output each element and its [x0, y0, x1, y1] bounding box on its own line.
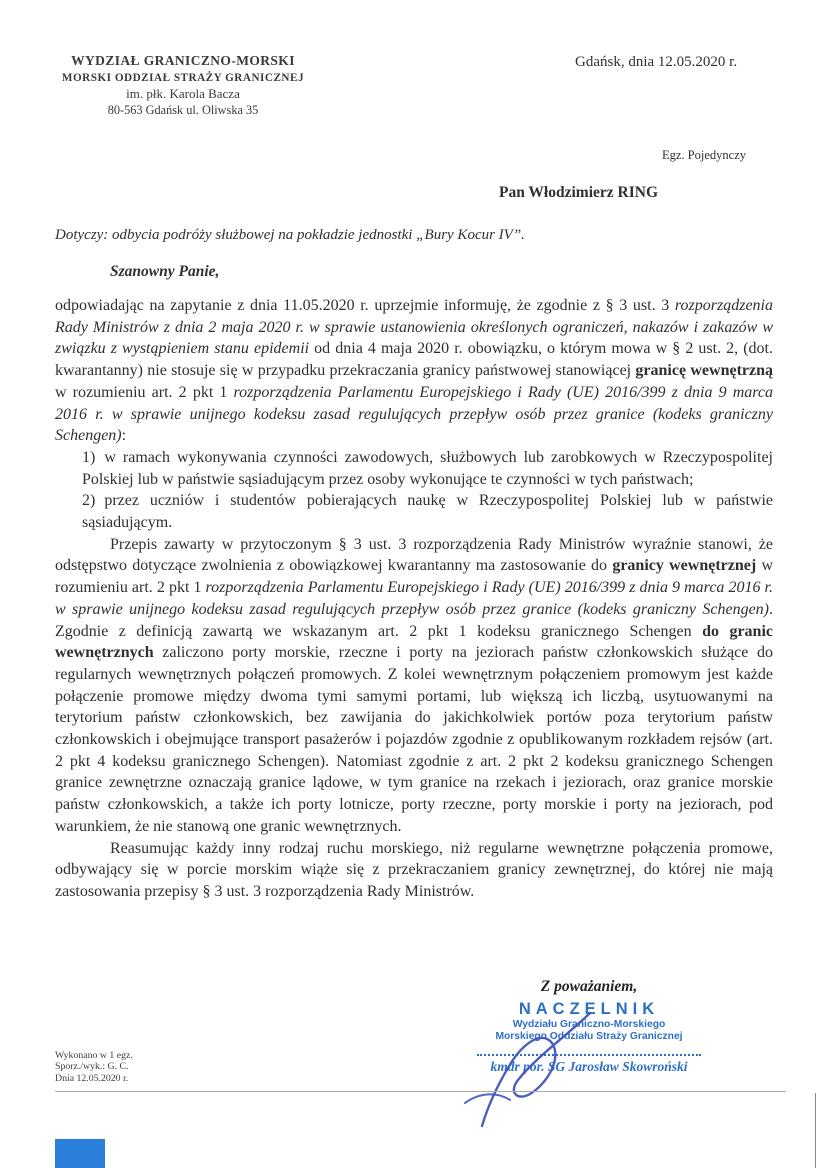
list-item-text: w ramach wykonywania czynności zawodowych, służbowych lub zarobkowych w Rzeczypospolitej Polskiej lub w państwie sąsiadującym przez osoby wykonujące te czynności w tych państwach; [82, 448, 773, 488]
letterhead [57, 53, 309, 118]
copy-note: Egz. Pojedynczy [662, 148, 747, 162]
handwritten-signature [430, 988, 730, 1133]
paragraph-2: Przepis zawarty w przytoczonym § 3 ust. 3 rozporządzenia Rady Ministrów wyraźnie stanowi, że odstępstwo dotyczące zwolnienia z obowiązkowej kwarantanny ma zastosowanie do granicy wewnętrznej w rozumieniu art. 2 pkt 1 rozporządzenia Parlamentu Europejskiego i Rady (UE) 2016/399 z dnia 9 marca 2016 r. w sprawie unijnego kodeksu zasad regulujących przepływ osób przez granice (kodeks graniczny Schengen). Zgodnie z definicją zawartą we wskazanym art. 2 pkt 1 kodeksu granicznego Schengen do granic wewnętrznych zaliczono porty morskie, rzeczne i porty na jeziorach państw członkowskich służące do regularnych wewnętrznych połączeń promowych. Z kolei wewnętrznym połączeniem promowym jest każde połączenie promowe między dwoma tymi samymi portami, lub większą ich liczbą, usytuowanymi na terytorium państw członkowskich, bez zawijania do jakichkolwiek portów poza terytorium państw członkowskich i obejmujące transport pasażerów i pojazdów zgodnie z opublikowanym rozkładem rejsów (art. 2 pkt 4 kodeksu granicznego Schengen). Natomiast zgodnie z art. 2 pkt 2 kodeksu granicznego Schengen granice zewnętrzne oznaczają granice lądowe, w tym granice na rzekach i jeziorach, oraz granice morskie państw członkowskich, a także ich porty lotnicze, porty rzeczne, porty morskie i porty na jeziorach, pod warunkiem, że nie stanową one granic wewnętrznych. [55, 535, 774, 835]
stamp-unit-line-1: Wydziału Graniczno-Morskiego [512, 1019, 666, 1030]
stamp-title: NACZELNIK [518, 1000, 660, 1018]
paragraph-1: odpowiadając na zapytanie z dnia 11.05.2020 r. uprzejmie informuję, że zgodnie z § 3 ust. 3 rozporządzenia Rady Ministrów z dnia 2 maja 2020 r. w sprawie ustanowienia określonych ograniczeń, nakazów i zakazów w związku z wystąpieniem stanu epidemii od dnia 4 maja 2020 r. obowiązku, o którym mowa w § 2 ust. 2, (dot. kwarantanny) nie stosuje się w przypadku przekraczania granicy państwowej stanowiącej granicę wewnętrzną w rozumieniu art. 2 pkt 1 rozporządzenia Parlamentu Europejskiego i Rady (UE) 2016/399 z dnia 9 marca 2016 r. w sprawie unijnego kodeksu zasad regulujących przepływ osób przez granice (kodeks graniczny Schengen): [55, 297, 774, 445]
bottom-divider-line [55, 1091, 786, 1092]
stamp-signer-name: kmdr por. SG Jarosław Skowroński [490, 1059, 688, 1075]
salutation: Szanowny Panie, [110, 263, 220, 280]
footer-line-2: Sporz./wyk.: G. C. [55, 1061, 129, 1073]
list-item-text: przez uczniów i studentów pobierających naukę w Rzeczypospolitej Polskiej lub w państwie sąsiadującym. [82, 492, 773, 532]
dateline: Gdańsk, dnia 12.05.2020 r. [575, 54, 738, 70]
list-item [82, 447, 773, 490]
letterhead-unit: MORSKI ODDZIAŁ STRAŻY GRANICZNEJ [61, 72, 305, 84]
list-item-number: 1) [82, 448, 96, 466]
letterhead-address: 80-563 Gdańsk ul. Oliwska 35 [107, 103, 259, 117]
stamp-unit-line-2: Morskiego Oddziału Straży Granicznej [495, 1031, 683, 1043]
list-item-number: 2) [82, 492, 96, 510]
blue-corner-patch [55, 1139, 105, 1168]
footer-line-3: Dnia 12.05.2020 r. [55, 1072, 129, 1084]
footer-line-1: Wykonano w 1 egz. [55, 1050, 133, 1061]
paragraph-3: Reasumując każdy inny rodzaj ruchu morskiego, niż regularne wewnętrzne połączenia promowe, odbywający się w porcie morskim wiąże się z przekraczaniem granicy zewnętrznej, do której nie mają zastosowania przepisy § 3 ust. 3 rozporządzenia Rady Ministrów. [55, 839, 773, 900]
numbered-list [82, 447, 773, 534]
closing-phrase: Z poważaniem, [540, 978, 638, 995]
letter-body [55, 295, 773, 903]
letterhead-department: WYDZIAŁ GRANICZNO-MORSKI [71, 53, 295, 68]
recipient-name: Pan Włodzimierz RING [499, 184, 659, 201]
scan-edge-line [815, 1093, 816, 1168]
footer-note [55, 1050, 133, 1084]
letterhead-patron: im. płk. Karola Bacza [126, 86, 240, 101]
subject-line: Dotyczy: odbycia podróży służbowej na pokładzie jednostki „Bury Kocur IV”. [55, 227, 525, 243]
list-item [82, 490, 773, 533]
